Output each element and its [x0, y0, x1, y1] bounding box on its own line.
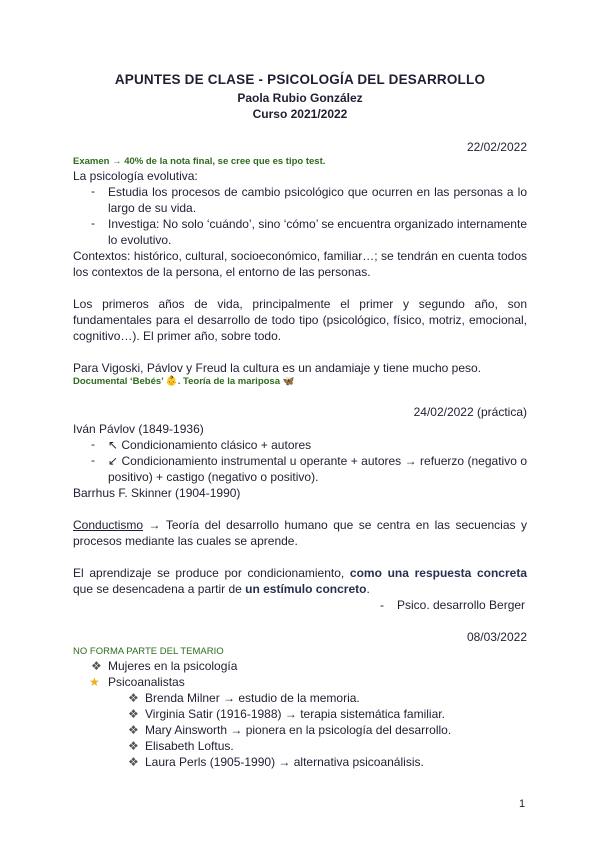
- not-syllabus-note: NO FORMA PARTE DEL TEMARIO: [73, 646, 224, 657]
- date-22-02-2022: 22/02/2022: [466, 140, 527, 154]
- subitem-virginia-satir: Virginia Satir (1916-1988) → terapia sistemática familiar.: [145, 707, 445, 721]
- conductismo-definition: → Teoría del desarrollo humano que se centra en las secuencias y procesos mediante las cuales se aprende.: [73, 518, 527, 548]
- bullet-investiga: Investiga: No solo ‘cuándo’, sino ‘cómo’ se encuentra organizado internamente lo evolutivo.: [108, 217, 527, 247]
- bullet-condicionamiento-clasico: ↖ Condicionamiento clásico + autores: [108, 438, 312, 452]
- paragraph-contextos: Contextos: histórico, cultural, socioeconómico, familiar…; se tendrán en cuenta todos los contextos de la persona, el entorno de las personas.: [73, 249, 527, 279]
- bullet-estudia: Estudia los procesos de cambio psicológico que ocurren en las personas a lo largo de su vida.: [108, 185, 527, 215]
- bullet-dash: -: [91, 216, 95, 230]
- source-citation: Psico. desarrollo Berger: [397, 598, 526, 612]
- star-icon: ★: [89, 675, 100, 689]
- skinner-line: Barrhus F. Skinner (1904-1990): [73, 486, 241, 500]
- learning-text: .: [366, 582, 370, 596]
- date-08-03-2022: 08/03/2022: [466, 630, 527, 644]
- bullet-dash: -: [380, 598, 384, 612]
- bullet-dash: -: [91, 184, 95, 198]
- subitem-laura-perls: Laura Perls (1905-1990) → alternativa psicoanálisis.: [145, 755, 424, 769]
- course-year: Curso 2021/2022: [252, 107, 348, 121]
- diamond-bullet-icon: ❖: [128, 755, 139, 769]
- page-number: 1: [519, 798, 526, 810]
- term-conductismo: Conductismo: [73, 518, 144, 532]
- bullet-dash: -: [91, 453, 95, 467]
- learning-emphasis-stimulus: un estímulo concreto: [245, 582, 367, 596]
- learning-emphasis-response: como una respuesta concreta: [349, 566, 527, 580]
- diamond-bullet-icon: ❖: [128, 723, 139, 737]
- paragraph-aprendizaje: [73, 565, 527, 597]
- paragraph-cultura: Para Vigoski, Pávlov y Freud la cultura es un andamiaje y tiene mucho peso.: [73, 361, 481, 375]
- diamond-bullet-icon: ❖: [128, 739, 139, 753]
- bullet-condicionamiento-instrumental: ↙ Condicionamiento instrumental u operante + autores → refuerzo (negativo o positivo) + castigo (negativo o positivo).: [108, 454, 527, 484]
- author-name: Paola Rubio González: [237, 91, 363, 105]
- subitem-brenda-milner: Brenda Milner → estudio de la memoria.: [145, 691, 360, 705]
- section-heading-psicologia-evolutiva: La psicología evolutiva:: [73, 169, 198, 183]
- exam-note: Examen → 40% de la nota final, se cree que es tipo test.: [73, 156, 326, 167]
- document-title: APUNTES DE CLASE - PSICOLOGÍA DEL DESARROLLO: [114, 72, 486, 87]
- bullet-dash: -: [91, 437, 95, 451]
- item-mujeres-psicologia: Mujeres en la psicología: [108, 659, 238, 673]
- subitem-elisabeth-loftus: Elisabeth Loftus.: [145, 739, 234, 753]
- diamond-bullet-icon: ❖: [128, 691, 139, 705]
- item-psicoanalistas: Psicoanalistas: [108, 675, 185, 689]
- diamond-bullet-icon: ❖: [91, 659, 102, 673]
- learning-text: El aprendizaje se produce por condicionamiento,: [73, 566, 350, 580]
- paragraph-conductismo: [73, 517, 527, 549]
- pavlov-line: Iván Pávlov (1849-1936): [73, 422, 204, 436]
- date-24-02-2022: 24/02/2022 (práctica): [413, 405, 527, 419]
- paragraph-primeros-anos: Los primeros años de vida, principalmente el primer y segundo año, son fundamentales para el desarrollo de todo tipo (psicológico, físico, motriz, emocional, cognitivo…). El primer año, sobre todo.: [73, 297, 527, 343]
- diamond-bullet-icon: ❖: [128, 707, 139, 721]
- documentary-note: Documental ‘Bebés’ 👶. Teoría de la mariposa 🦋: [73, 376, 295, 387]
- subitem-mary-ainsworth: Mary Ainsworth → pionera en la psicología del desarrollo.: [145, 723, 452, 737]
- learning-text: que se desencadena a partir de: [73, 582, 246, 596]
